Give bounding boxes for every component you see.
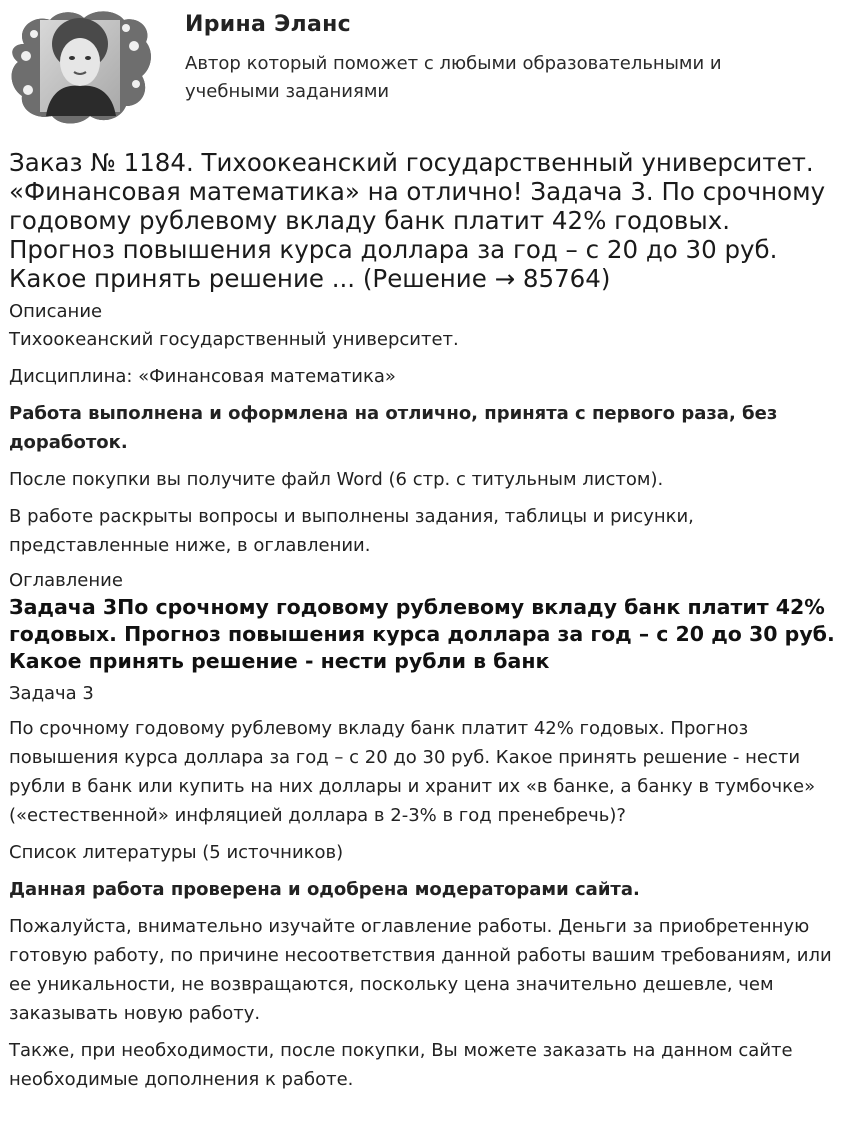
contents-info-text: В работе раскрыты вопросы и выполнены задания, таблицы и рисунки, представленные ниже, в оглавлении.: [9, 506, 694, 556]
file-info-text: После покупки вы получите файл Word (6 стр. с титульным листом).: [9, 469, 664, 490]
discipline-text: Дисциплина: «Финансовая математика»: [9, 366, 396, 387]
author-avatar: [6, 6, 152, 126]
toc-heading: Задача 3По срочному годовому рублевому вкладу банк платит 42% годовых. Прогноз повышения курса доллара за год – с 20 до 30 руб. Какое принять решение - нести рубли в банк: [9, 595, 835, 673]
task-label: Задача 3: [9, 683, 94, 704]
author-avatar-photo: [6, 6, 152, 126]
university-text: Тихоокеанский государственный университет.: [9, 329, 459, 350]
extra-text: Также, при необходимости, после покупки, Вы можете заказать на данном сайте необходимые дополнения к работе.: [9, 1040, 793, 1090]
order-content: [9, 148, 839, 1102]
approved-text: Данная работа проверена и одобрена модераторами сайта.: [9, 879, 640, 900]
author-header: [0, 0, 847, 128]
toc-label: Оглавление: [9, 570, 123, 591]
task-text: По срочному годовому рублевому вкладу банк платит 42% годовых. Прогноз повышения курса доллара за год – с 20 до 30 руб. Какое принять решение - нести рубли в банк или купить на них доллары и хранит их «в банке, а банку в тумбочке» («естественной» инфляцией доллара в 2-3% в год пренебречь)?: [9, 718, 816, 826]
quality-text: Работа выполнена и оформлена на отлично, принята с первого раза, без доработок.: [9, 403, 778, 453]
warning-text: Пожалуйста, внимательно изучайте оглавление работы. Деньги за приобретенную готовую работу, по причине несоответствия данной работы вашим требованиям, или ее уникальности, не возвращаются, поскольку цена значительно дешевле, чем заказывать новую работу.: [9, 916, 832, 1024]
author-name[interactable]: Ирина Эланс: [185, 12, 351, 37]
order-title: Заказ № 1184. Тихоокеанский государственный университет. «Финансовая математика» на отлично! Задача 3. По срочному годовому рублевому вкладу банк платит 42% годовых. Прогноз повышения курса доллара за год – с 20 до 30 руб. Какое принять решение ... (Решение → 85764): [9, 148, 826, 293]
literature-text: Список литературы (5 источников): [9, 842, 344, 863]
description-label: Описание: [9, 301, 103, 322]
author-description: Автор который поможет с любыми образовательными и учебными заданиями: [185, 53, 722, 102]
